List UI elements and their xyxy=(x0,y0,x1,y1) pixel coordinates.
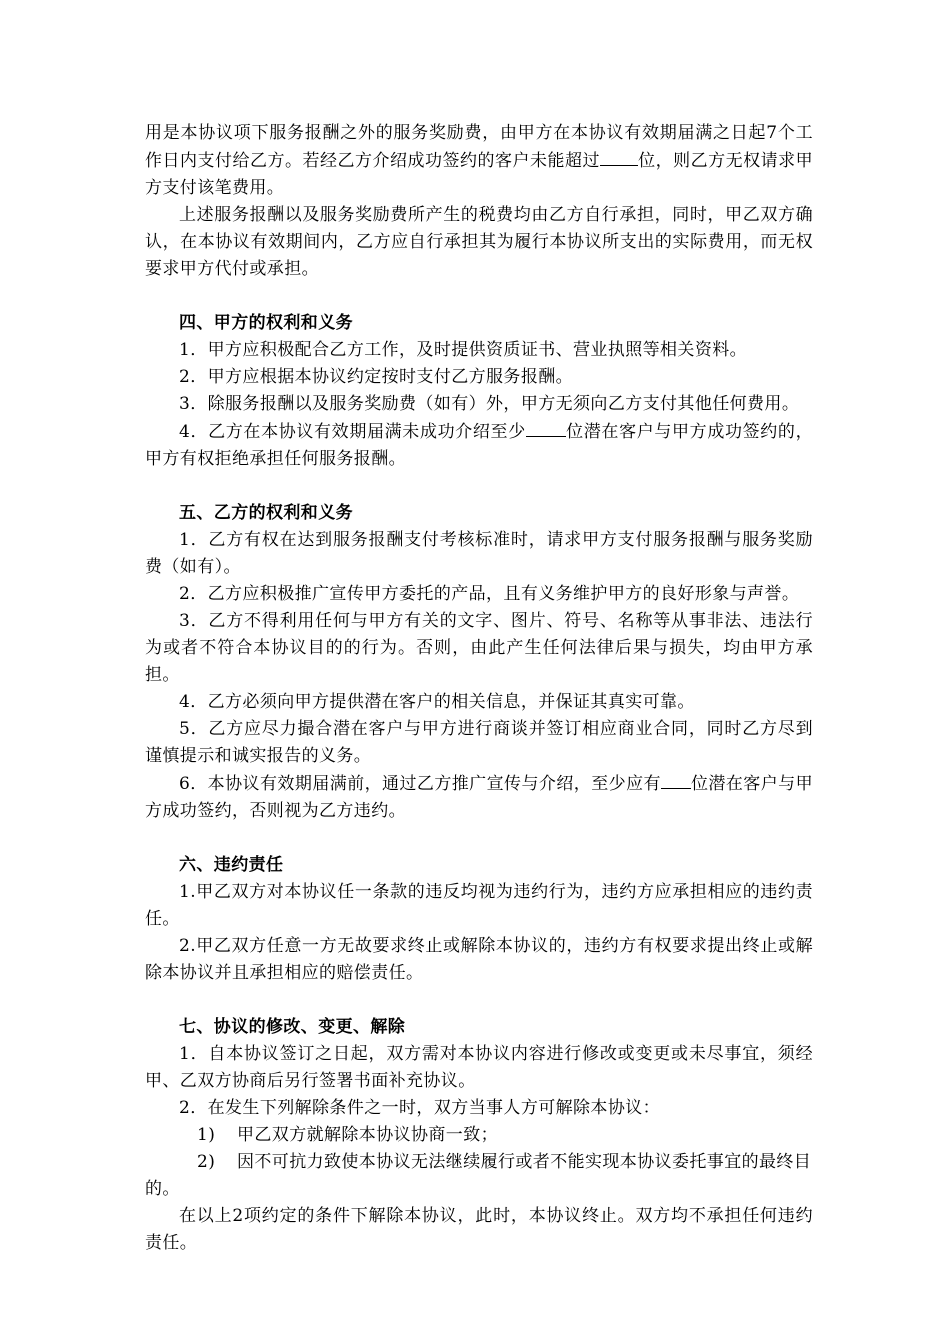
sub-clause-number: 1) xyxy=(197,1125,216,1145)
section-heading-4: 四、甲方的权利和义务 xyxy=(179,313,353,333)
clause-7-2: 2．在发生下列解除条件之一时，双方当事人方可解除本协议： xyxy=(179,1098,661,1118)
blank-line xyxy=(600,147,638,166)
section-heading-6: 六、违约责任 xyxy=(179,855,284,875)
blank-line xyxy=(526,418,566,437)
clause-4-1: 1．甲方应积极配合乙方工作，及时提供资质证书、营业执照等相关资料。 xyxy=(179,340,748,360)
sub-clause-1 xyxy=(145,1122,813,1149)
paragraph-tax-terms: 上述服务报酬以及服务奖励费所产生的税费均由乙方自行承担，同时，甲乙双方确认，在本协议有效期间内，乙方应自行承担其为履行本协议所支出的实际费用，而无权要求甲方代付或承担。 xyxy=(145,205,813,279)
clause-7-1: 1．自本协议签订之日起，双方需对本协议内容进行修改或变更或未尽事宜，须经甲、乙双方协商后另行签署书面补充协议。 xyxy=(145,1044,813,1091)
clause-5-1: 1．乙方有权在达到服务报酬支付考核标准时，请求甲方支付服务报酬与服务奖励费（如有）。 xyxy=(145,530,813,577)
blank-line xyxy=(661,770,691,789)
text-span: 4．乙方在本协议有效期届满未成功介绍至少 xyxy=(179,422,526,442)
clause-5-2: 2．乙方应积极推广宣传甲方委托的产品，且有义务维护甲方的良好形象与声誉。 xyxy=(179,584,800,604)
text-span: 位潜在客户与甲方成功签约，否则视为乙方违约。 xyxy=(145,774,813,821)
spacer xyxy=(145,473,813,500)
clause-6-1: 1.甲乙双方对本协议任一条款的违反均视为违约行为，违约方应承担相应的违约责任。 xyxy=(145,882,813,929)
clause-5-4: 4．乙方必须向甲方提供潜在客户的相关信息，并保证其真实可靠。 xyxy=(179,692,695,712)
clause-5-6 xyxy=(145,770,813,825)
text-span: 甲乙双方就解除本协议协商一致； xyxy=(237,1125,498,1145)
closing-paragraph: 在以上2项约定的条件下解除本协议，此时，本协议终止。双方均不承担任何违约责任。 xyxy=(145,1206,813,1253)
text-span: 位潜在客户与甲方成功签约的，甲方有权拒绝承担任何服务报酬。 xyxy=(145,422,813,469)
paragraph-reward-terms xyxy=(145,120,813,202)
clause-4-3: 3．除服务报酬以及服务奖励费（如有）外，甲方无须向乙方支付其他任何费用。 xyxy=(179,394,800,414)
spacer xyxy=(145,283,813,310)
clause-5-3: 3．乙方不得利用任何与甲方有关的文字、图片、符号、名称等从事非法、违法行为或者不符合本协议目的的行为。否则，由此产生任何法律后果与损失，均由甲方承担。 xyxy=(145,611,813,685)
sub-clause-2 xyxy=(145,1149,813,1203)
text-span: 6．本协议有效期届满前，通过乙方推广宣传与介绍，至少应有 xyxy=(179,774,661,794)
clause-5-5: 5．乙方应尽力撮合潜在客户与甲方进行商谈并签订相应商业合同，同时乙方尽到谨慎提示和诚实报告的义务。 xyxy=(145,719,813,766)
sub-clause-number: 2) xyxy=(197,1152,216,1172)
text-span: 用是本协议项下服务报酬之外的服务奖励费，由甲方在本协议有效期届满之日起7个工作日内支付给乙方。若经乙方介绍成功签约的客户未能超过 xyxy=(145,123,813,171)
spacer xyxy=(145,987,813,1014)
clause-4-2: 2．甲方应根据本协议约定按时支付乙方服务报酬。 xyxy=(179,367,574,387)
text-span: 位，则乙方无权请求甲方支付该笔费用。 xyxy=(145,151,813,198)
section-heading-7: 七、协议的修改、变更、解除 xyxy=(179,1017,406,1037)
document-page xyxy=(145,120,813,1257)
section-heading-5: 五、乙方的权利和义务 xyxy=(179,503,353,523)
clause-6-2: 2.甲乙双方任意一方无故要求终止或解除本协议的，违约方有权要求提出终止或解除本协议并且承担相应的赔偿责任。 xyxy=(145,936,813,983)
clause-4-4 xyxy=(145,418,813,473)
text-span: 因不可抗力致使本协议无法继续履行或者不能实现本协议委托事宜的最终目的。 xyxy=(145,1152,812,1199)
spacer xyxy=(145,825,813,852)
